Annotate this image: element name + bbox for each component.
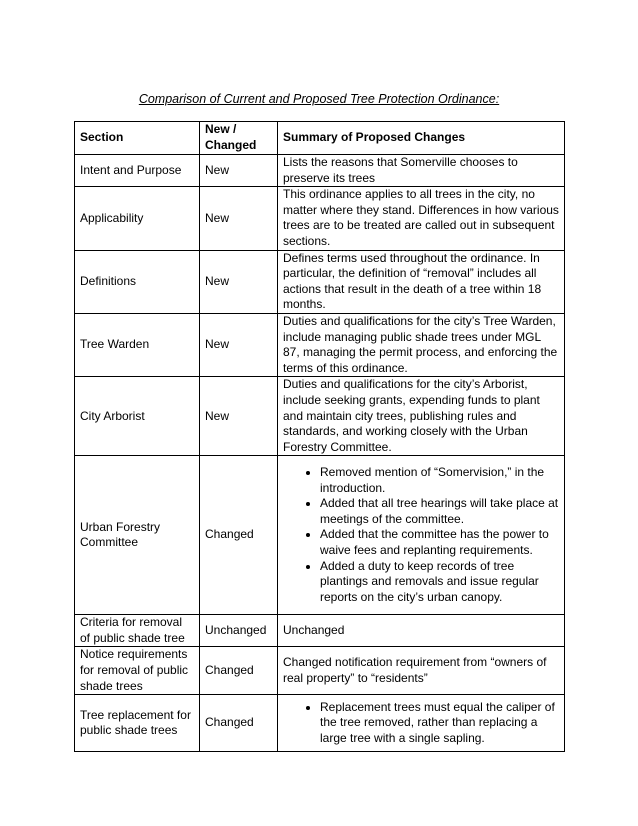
summary-cell: Duties and qualifications for the city’s Arborist, include seeking grants, expending funds to plant and maintain city trees, publishing rules and standards, and working closely with the Urban Forestry Committee. <box>278 377 565 456</box>
status-cell: New <box>200 155 278 187</box>
summary-bullet: • Added that all tree hearings will take place at meetings of the committee. <box>320 496 559 527</box>
summary-bullet: • Added a duty to keep records of tree plantings and removals and issue regular reports on the city’s urban canopy. <box>320 559 559 606</box>
section-cell: City Arborist <box>75 377 200 456</box>
summary-cell <box>278 456 565 615</box>
summary-cell: This ordinance applies to all trees in the city, no matter where they stand. Differences in how various trees are to be treated are called out in subsequent sections. <box>278 187 565 250</box>
section-cell: Intent and Purpose <box>75 155 200 187</box>
status-cell: New <box>200 377 278 456</box>
status-cell: Unchanged <box>200 615 278 647</box>
summary-cell: Changed notification requirement from “owners of real property” to “residents” <box>278 647 565 695</box>
table-row <box>75 155 565 187</box>
section-cell: Tree replacement for public shade trees <box>75 695 200 752</box>
header-summary: Summary of Proposed Changes <box>278 122 565 155</box>
page-title: Comparison of Current and Proposed Tree Protection Ordinance: <box>138 92 500 106</box>
status-cell: Changed <box>200 647 278 695</box>
comparison-table <box>74 121 565 752</box>
section-cell: Criteria for removal of public shade tree <box>75 615 200 647</box>
summary-cell: Unchanged <box>278 615 565 647</box>
header-row <box>75 122 565 155</box>
section-cell: Applicability <box>75 187 200 250</box>
status-cell: New <box>200 250 278 313</box>
summary-cell: Duties and qualifications for the city’s Tree Warden, include managing public shade trees under MGL 87, managing the permit process, and enforcing the terms of this ordinance. <box>278 313 565 376</box>
summary-cell: Lists the reasons that Somerville chooses to preserve its trees <box>278 155 565 187</box>
section-cell: Urban Forestry Committee <box>75 456 200 615</box>
table-row <box>75 695 565 752</box>
table-row <box>75 615 565 647</box>
summary-cell <box>278 695 565 752</box>
summary-bullet-list <box>283 465 559 605</box>
status-cell: New <box>200 187 278 250</box>
table-row <box>75 187 565 250</box>
header-status: New / Changed <box>200 122 278 155</box>
section-cell: Notice requirements for removal of public shade trees <box>75 647 200 695</box>
table-row <box>75 313 565 376</box>
summary-bullet: • Added that the committee has the power to waive fees and replanting requirements. <box>320 527 559 558</box>
summary-bullet-list <box>283 700 559 747</box>
table-row <box>75 377 565 456</box>
summary-bullet: • Replacement trees must equal the caliper of the tree removed, rather than replacing a large tree with a single sapling. <box>320 700 559 747</box>
status-cell: New <box>200 313 278 376</box>
section-cell: Tree Warden <box>75 313 200 376</box>
status-cell: Changed <box>200 456 278 615</box>
table-row <box>75 456 565 615</box>
status-cell: Changed <box>200 695 278 752</box>
summary-cell: Defines terms used throughout the ordinance. In particular, the definition of “removal” includes all actions that result in the death of a tree within 18 months. <box>278 250 565 313</box>
header-section: Section <box>75 122 200 155</box>
table-row <box>75 250 565 313</box>
table-row <box>75 647 565 695</box>
section-cell: Definitions <box>75 250 200 313</box>
table-body <box>75 155 565 752</box>
summary-bullet: • Removed mention of “Somervision,” in the introduction. <box>320 465 559 496</box>
